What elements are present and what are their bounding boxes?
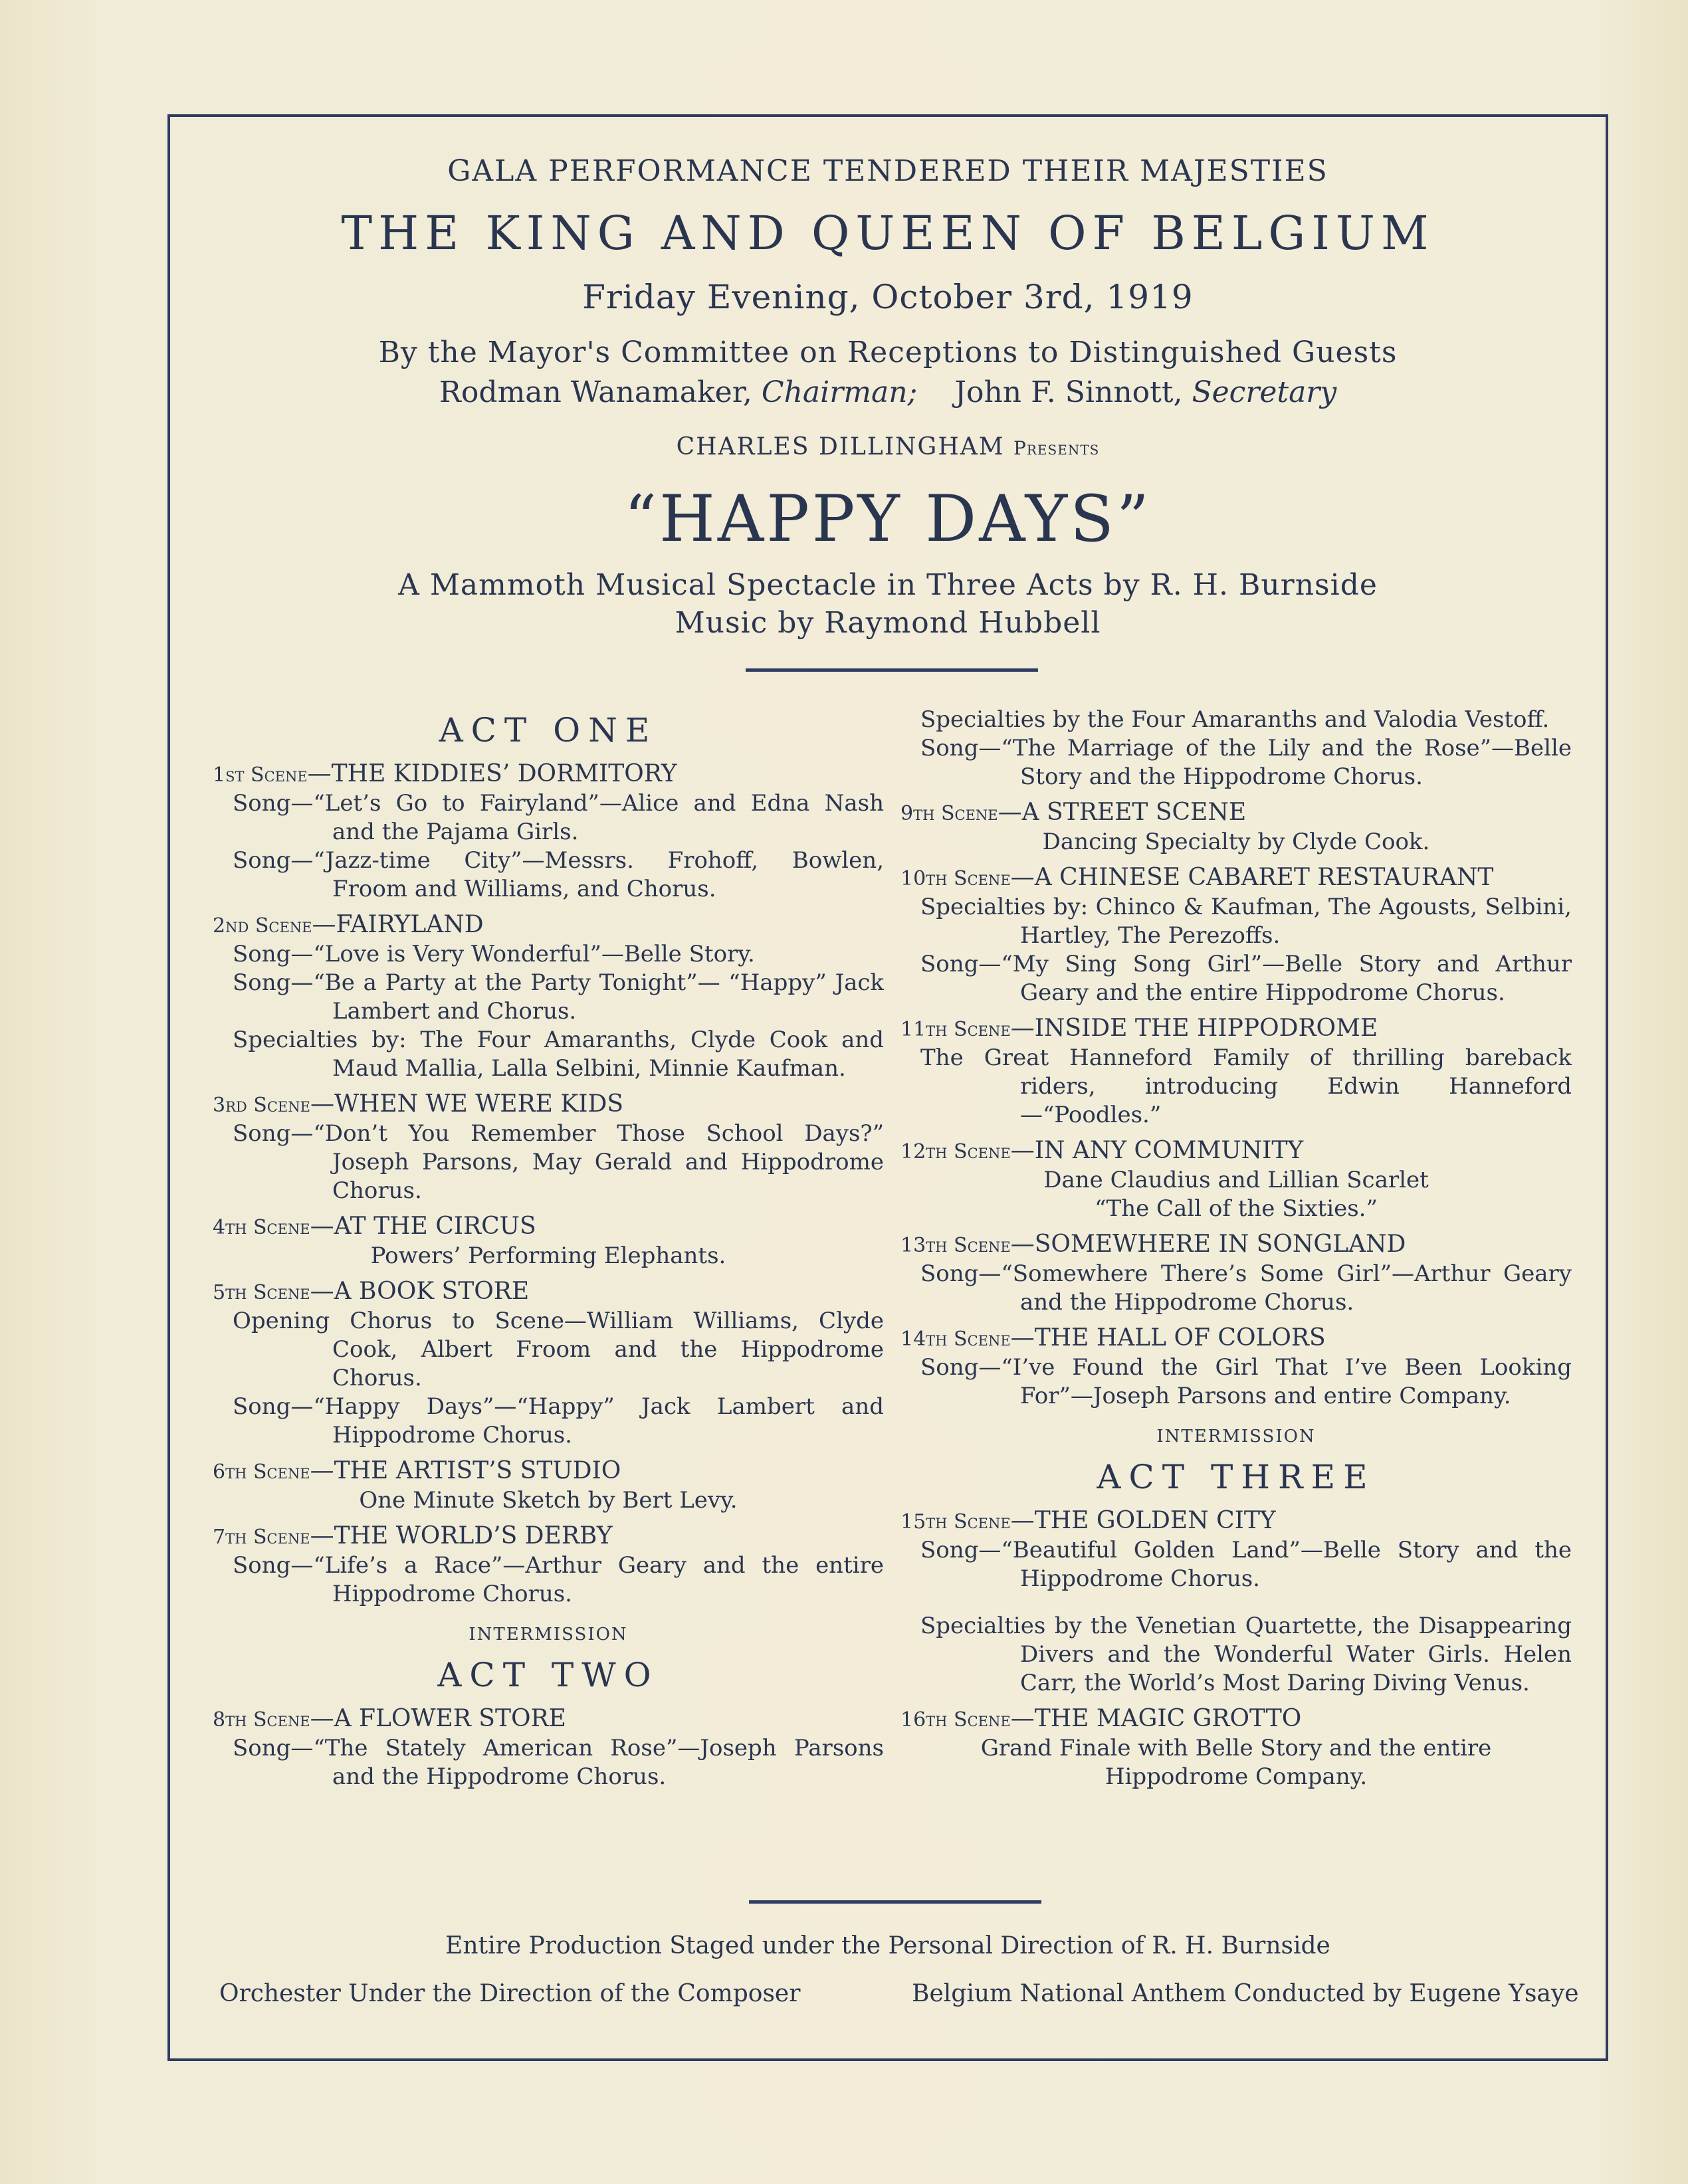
program-left-column [213,704,884,1791]
scene-item: Song—“The Marriage of the Lily and the Rose”—Belle Story and the Hippodrome Chorus. [920,735,1572,790]
scene-item: Song—“Somewhere There’s Some Girl”—Arthur Geary and the Hippodrome Chorus. [920,1260,1572,1316]
scene-heading [213,1456,884,1486]
scene-item: Song—“Beautiful Golden Land”—Belle Story and the Hippodrome Chorus. [920,1537,1572,1592]
music-credit: Music by Raymond Hubbell [675,606,1101,640]
scene-number: 4th Scene [213,1216,310,1239]
scene-heading [213,1090,884,1120]
scene-item: Song—“Jazz-time City”—Messrs. Frohoff, Bowlen, Froom and Williams, and Chorus. [233,847,884,902]
staged-credit: Entire Production Staged under the Personal Direction of R. H. Burnside [445,1932,1330,1959]
scene-item: Specialties by the Venetian Quartette, the Disappearing Divers and the Wonderful Water Girls. Helen Carr, the World’s Most Daring Diving Venus. [920,1613,1572,1696]
scene-item: Song—“My Sing Song Girl”—Belle Story and Arthur Geary and the entire Hippodrome Chorus. [920,951,1572,1006]
scene-name: —THE ARTIST’S STUDIO [310,1457,621,1484]
scene-heading [213,1522,884,1551]
scene-item: Song—“Happy Days”—“Happy” Jack Lambert and Hippodrome Chorus. [233,1393,884,1448]
spacer [900,1593,1572,1612]
scene-number: 15th Scene [900,1510,1011,1534]
secretary-name: John F. Sinnott, [954,375,1183,409]
scene-name: —FAIRYLAND [312,911,484,938]
scene-name: —THE GOLDEN CITY [1010,1507,1276,1534]
scene-number: 7th Scene [213,1526,310,1549]
officers-line [167,375,1608,409]
scene-item: Song—“Let’s Go to Fairyland”—Alice and Edna Nash and the Pajama Girls. [233,790,884,845]
gala-heading: GALA PERFORMANCE TENDERED THEIR MAJESTIES [447,154,1328,188]
scene-heading [900,1014,1572,1044]
scene-item: Dane Claudius and Lillian Scarlet [1043,1167,1429,1193]
scene-name: —A FLOWER STORE [310,1705,566,1732]
scene-heading [900,863,1572,893]
scene-name: —A CHINESE CABARET RESTAURANT [1010,864,1494,891]
committee-line: By the Mayor's Committee on Receptions to Distinguished Guests [378,336,1398,369]
scene-item: Specialties by the Four Amaranths and Valodia Vestoff. [920,706,1550,733]
scene-heading [213,910,884,940]
king-queen-heading: THE KING AND QUEEN OF BELGIUM [341,206,1435,260]
act-three-heading: ACT THREE [1097,1458,1376,1496]
scene-number: 10th Scene [900,867,1011,890]
chairman-name: Rodman Wanamaker, [439,375,752,409]
scene-name: —INSIDE THE HIPPODROME [1010,1015,1378,1042]
scene-item: One Minute Sketch by Bert Levy. [359,1487,738,1514]
scene-item: Song—“Be a Party at the Party Tonight”— “Happy” Jack Lambert and Chorus. [233,969,884,1025]
scene-item: Dancing Specialty by Clyde Cook. [1042,829,1430,855]
show-title: “HAPPY DAYS” [624,482,1152,556]
scene-item: Grand Finale with Belle Story and the entire [980,1735,1492,1761]
scene-number: 13th Scene [900,1234,1011,1257]
scene-number: 9th Scene [900,802,998,825]
scene-item: Opening Chorus to Scene—William Williams, Clyde Cook, Albert Froom and the Hippodrome Chorus. [233,1308,884,1391]
scene-heading [900,1704,1572,1734]
scene-number: 1st Scene [213,763,308,787]
scene-item: Powers’ Performing Elephants. [370,1242,726,1269]
presenter-line [167,433,1608,460]
scene-name: —WHEN WE WERE KIDS [310,1090,624,1118]
footer-divider [749,1900,1041,1904]
scene-number: 3rd Scene [213,1094,310,1117]
scene-item: Specialties by: The Four Amaranths, Clyde Cook and Maud Mallia, Lalla Selbini, Minnie Kaufman. [233,1027,884,1082]
scene-number: 2nd Scene [213,914,312,938]
scene-heading [213,759,884,789]
scene-heading [900,1136,1572,1166]
scene-item: Song—“Love is Very Wonderful”—Belle Story. [233,941,755,967]
scene-heading [900,1506,1572,1536]
intermission-label: INTERMISSION [469,1625,628,1644]
scene-name: —THE KIDDIES’ DORMITORY [307,760,677,787]
scene-item: Song—“Life’s a Race”—Arthur Geary and the entire Hippodrome Chorus. [233,1552,884,1607]
scene-heading [900,798,1572,828]
scene-heading [900,1324,1572,1353]
show-description: A Mammoth Musical Spectacle in Three Acts by R. H. Burnside [398,568,1378,602]
secretary-title: Secretary [1192,375,1337,409]
scene-number: 5th Scene [213,1281,310,1304]
program-right-column [900,706,1572,1791]
scene-item: “The Call of the Sixties.” [1095,1195,1378,1222]
header-divider [746,668,1038,672]
orchestra-credit: Orchester Under the Direction of the Composer [219,1980,801,2007]
performance-date: Friday Evening, October 3rd, 1919 [582,278,1194,316]
scene-name: —AT THE CIRCUS [310,1213,536,1240]
scene-item: Song—“The Stately American Rose”—Joseph Parsons and the Hippodrome Chorus. [233,1735,884,1790]
scene-heading [213,1277,884,1307]
scene-heading [213,1212,884,1242]
act-one-heading: ACT ONE [439,711,658,749]
scene-name: —A STREET SCENE [998,799,1247,826]
scene-name: —THE HALL OF COLORS [1010,1324,1326,1351]
scene-number: 6th Scene [213,1460,310,1484]
scene-number: 12th Scene [900,1140,1011,1163]
scene-number: 11th Scene [900,1018,1011,1041]
scene-number: 8th Scene [213,1708,310,1732]
scene-item: Specialties by: Chinco & Kaufman, The Agousts, Selbini, Hartley, The Perezoffs. [920,894,1572,949]
scene-item: Song—“Don’t You Remember Those School Days?” Joseph Parsons, May Gerald and Hippodrome Chorus. [233,1120,884,1204]
chairman-title: Chairman; [761,375,918,409]
scene-name: —IN ANY COMMUNITY [1010,1137,1304,1164]
scene-name: —SOMEWHERE IN SONGLAND [1010,1231,1406,1258]
intermission-label: INTERMISSION [1156,1427,1316,1446]
act-two-heading: ACT TWO [437,1656,659,1694]
scene-number: 14th Scene [900,1328,1011,1351]
scene-heading [213,1704,884,1734]
scene-heading [900,1230,1572,1260]
scene-name: —THE MAGIC GROTTO [1010,1705,1302,1732]
scene-item: Hippodrome Company. [1105,1763,1368,1790]
anthem-credit: Belgium National Anthem Conducted by Eugene Ysaye [912,1980,1579,2007]
scene-item: The Great Hanneford Family of thrilling bareback riders, introducing Edwin Hanneford—“Poodles.” [920,1044,1572,1128]
presenter-name: CHARLES DILLINGHAM [676,433,1005,460]
scene-name: —THE WORLD’S DERBY [310,1522,613,1549]
presents-word: Presents [1013,437,1100,459]
scene-name: —A BOOK STORE [310,1278,530,1305]
scene-number: 16th Scene [900,1708,1011,1732]
scene-item: Song—“I’ve Found the Girl That I’ve Been Looking For”—Joseph Parsons and entire Company. [920,1354,1572,1409]
